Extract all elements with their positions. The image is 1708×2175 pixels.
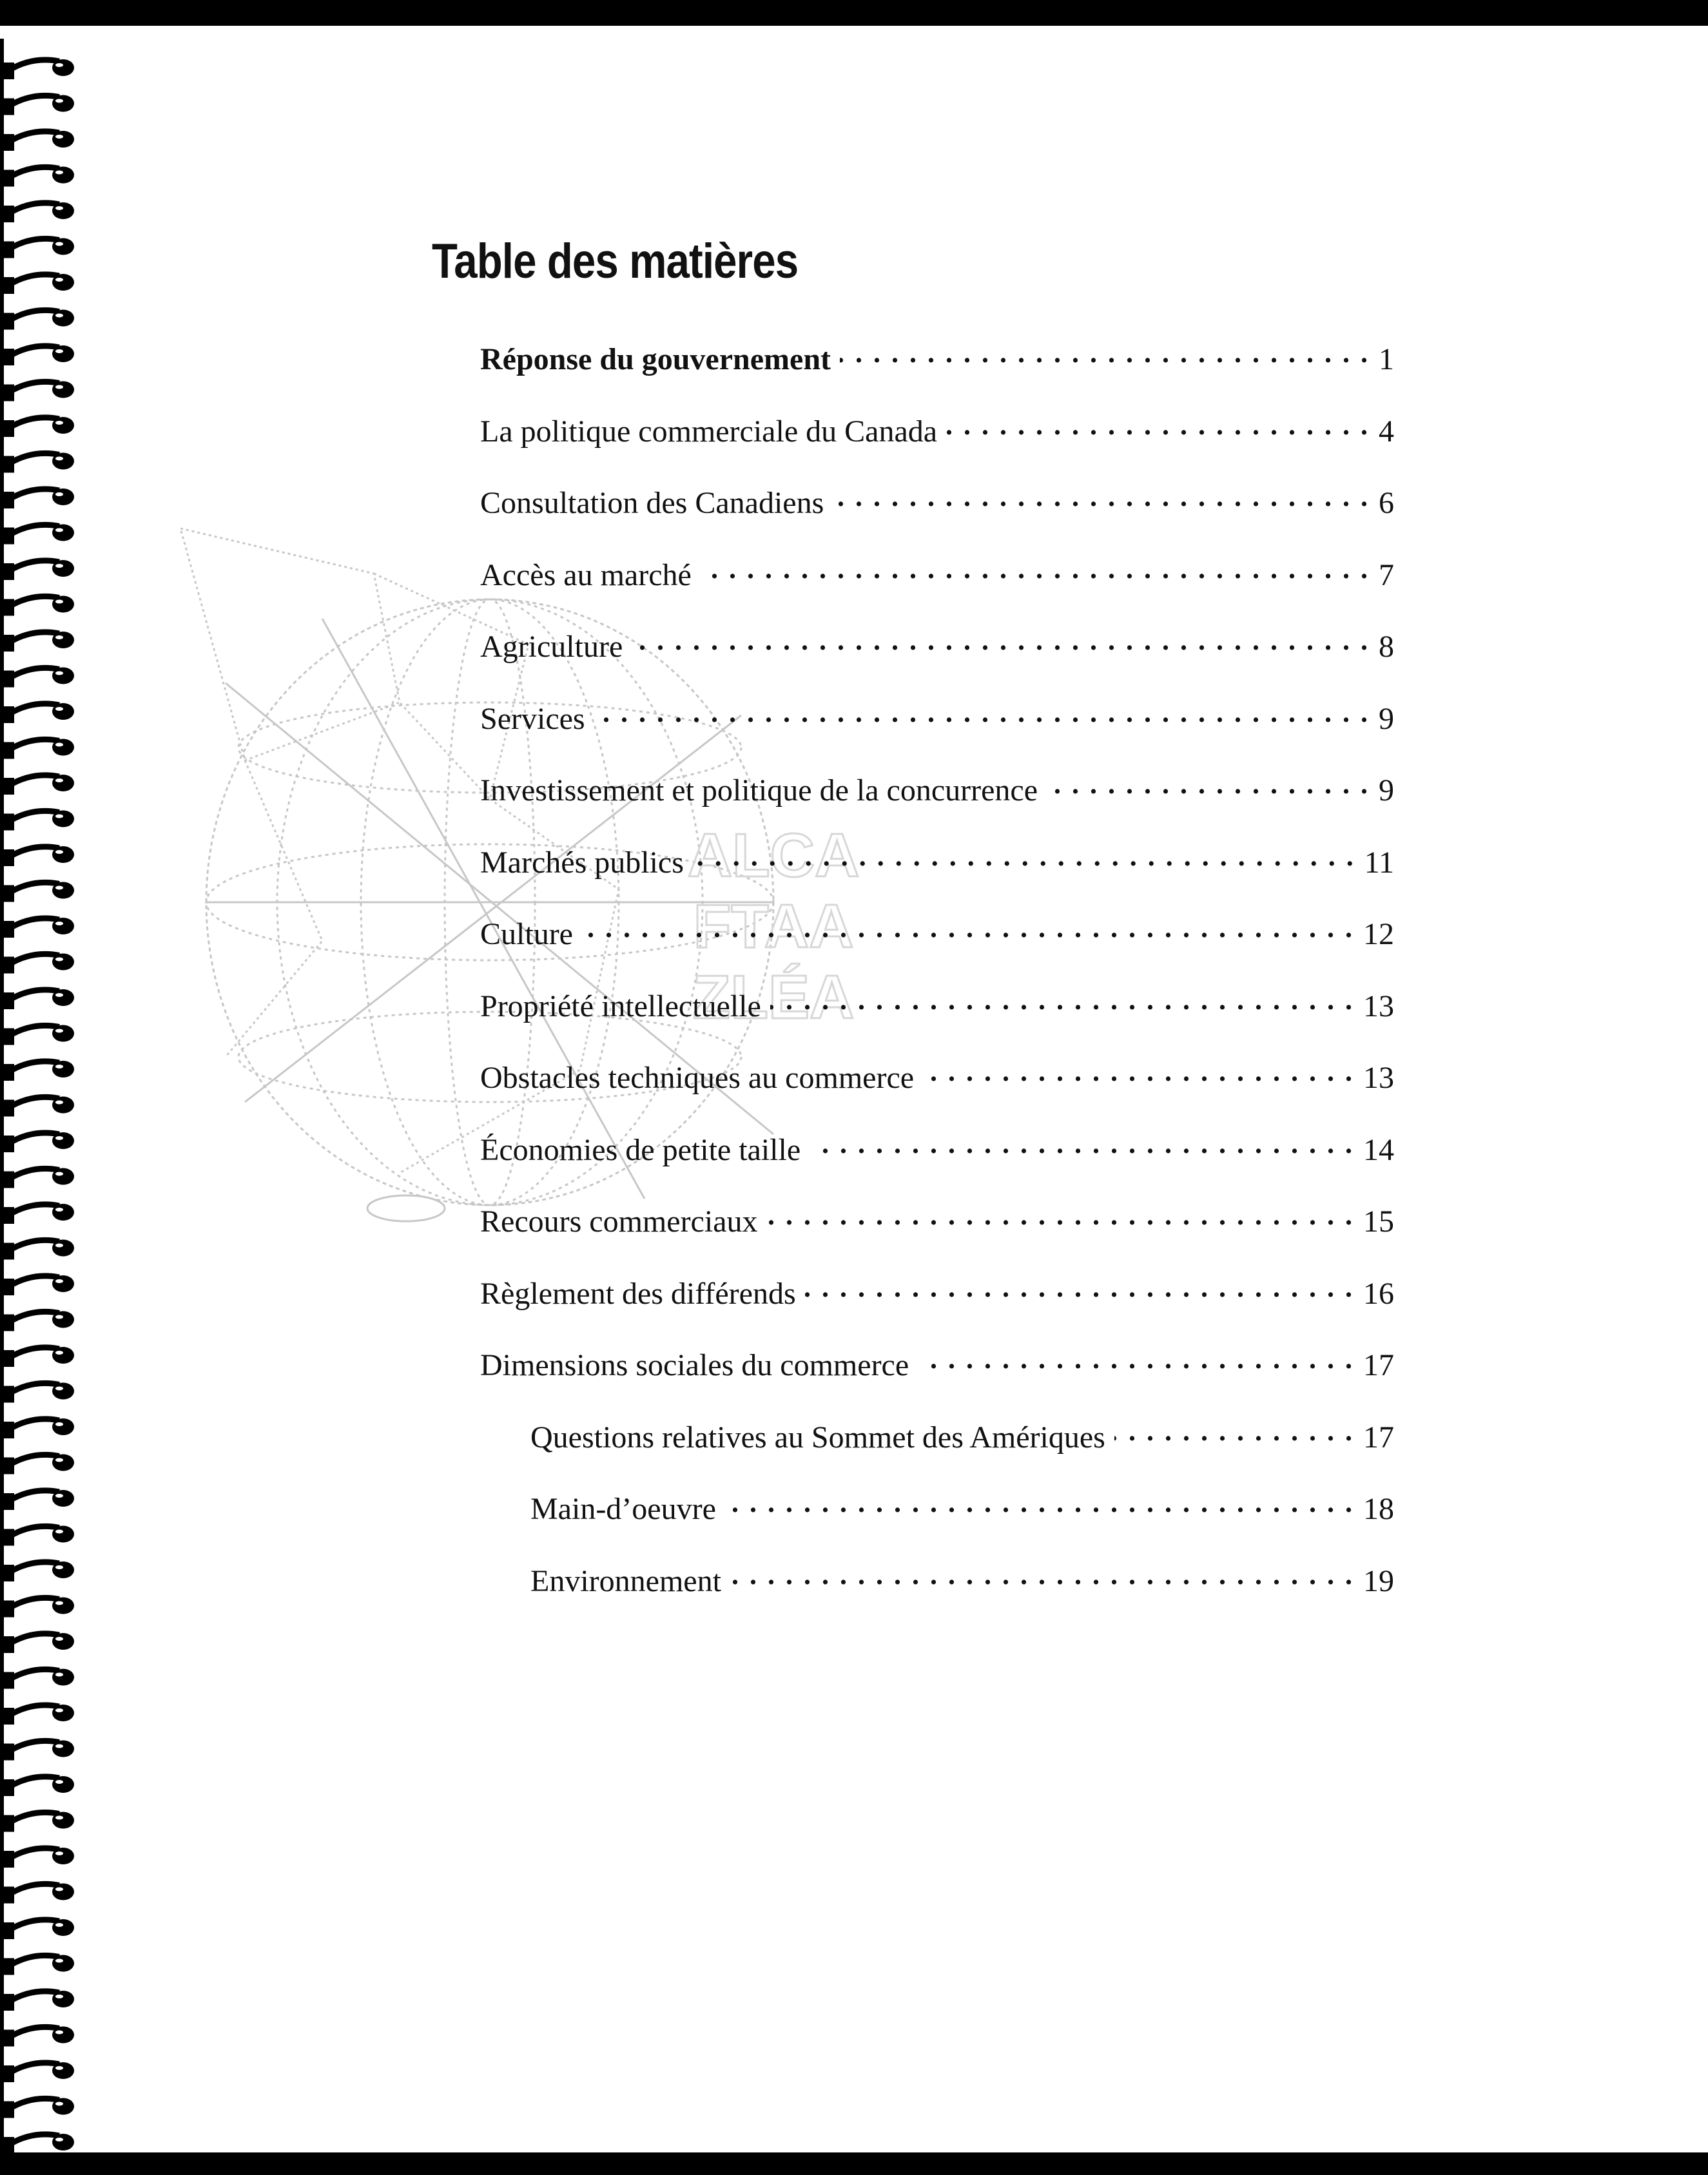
toc-dot-leader xyxy=(770,991,1354,1016)
binding-coil xyxy=(3,1311,74,1331)
toc-entry xyxy=(480,1060,1394,1105)
toc-entry-label: Propriété intellectuelle xyxy=(480,989,761,1023)
toc-entry-page-number: 8 xyxy=(1379,630,1394,664)
binding-coil xyxy=(3,95,74,115)
binding-coil xyxy=(3,954,74,974)
toc-entry xyxy=(480,916,1394,962)
binding-coil xyxy=(3,2134,74,2152)
binding-coil xyxy=(3,417,74,437)
binding-coil xyxy=(3,1097,74,1117)
binding-coil xyxy=(3,989,74,1009)
binding-coil xyxy=(3,1526,74,1546)
toc-entry-label: La politique commerciale du Canada xyxy=(480,414,938,449)
toc-entry-label: Services xyxy=(480,701,585,736)
toc-entry-page-number: 19 xyxy=(1363,1563,1394,1598)
toc-entry-page-number: 14 xyxy=(1363,1132,1394,1167)
binding-coil xyxy=(3,1776,74,1796)
toc-entry-page-number: 6 xyxy=(1379,486,1394,520)
toc-entry xyxy=(480,845,1394,890)
binding-coil xyxy=(3,846,74,866)
toc-dot-leader xyxy=(1047,775,1370,800)
binding-coil xyxy=(3,274,74,294)
toc-dot-leader xyxy=(693,847,1355,873)
toc-entry xyxy=(480,557,1394,603)
binding-coil xyxy=(3,632,74,652)
binding-coil xyxy=(3,1275,74,1295)
binding-coil xyxy=(3,453,74,473)
watermark-text-zlea: ZLÉA xyxy=(692,963,855,1032)
toc-dot-leader xyxy=(918,1349,1354,1375)
binding-coil xyxy=(3,1132,74,1152)
binding-coil xyxy=(3,1061,74,1081)
binding-coil xyxy=(3,1383,74,1403)
toc-entry xyxy=(530,1491,1394,1536)
document-page xyxy=(0,26,1708,2152)
spiral-binding xyxy=(0,26,81,2152)
binding-coil xyxy=(3,560,74,580)
binding-coil xyxy=(3,345,74,365)
binding-coil xyxy=(3,1955,74,1975)
toc-dot-leader xyxy=(810,1134,1354,1160)
binding-coil xyxy=(3,167,74,187)
toc-entry xyxy=(530,1563,1394,1609)
binding-coil xyxy=(3,1168,74,1188)
binding-coil xyxy=(3,1741,74,1761)
binding-coil xyxy=(3,1561,74,1581)
toc-entry-label: Réponse du gouvernement xyxy=(480,342,831,376)
binding-coil xyxy=(3,703,74,723)
binding-coil xyxy=(3,596,74,616)
toc-entry-page-number: 1 xyxy=(1379,342,1394,376)
toc-dot-leader xyxy=(701,559,1370,585)
toc-entry xyxy=(480,1348,1394,1393)
toc-entry-label: Économies de petite taille xyxy=(480,1132,801,1167)
binding-coil xyxy=(3,1705,74,1725)
toc-entry xyxy=(480,485,1394,530)
toc-entry-label: Recours commerciaux xyxy=(480,1204,758,1239)
toc-dot-leader xyxy=(594,703,1370,729)
toc-dot-leader xyxy=(805,1278,1354,1304)
toc-entry-label: Accès au marché xyxy=(480,557,692,592)
binding-coil xyxy=(3,131,74,151)
toc-entry xyxy=(480,1204,1394,1249)
binding-coil xyxy=(3,488,74,508)
toc-entry-label: Agriculture xyxy=(480,630,623,664)
toc-entry-page-number: 17 xyxy=(1363,1348,1394,1382)
binding-coil xyxy=(3,238,74,258)
binding-coil xyxy=(3,775,74,795)
toc-dot-leader xyxy=(632,631,1370,657)
binding-coil xyxy=(3,739,74,759)
watermark-text-ftaa: FTAA xyxy=(693,892,854,961)
toc-entry-label: Environnement xyxy=(530,1563,721,1598)
binding-coil xyxy=(3,1598,74,1618)
toc-entry xyxy=(480,414,1394,459)
toc-entry xyxy=(530,1420,1394,1465)
toc-entry xyxy=(480,1276,1394,1321)
scan-bottom-edge xyxy=(0,2152,1708,2175)
binding-coil xyxy=(3,811,74,831)
toc-entry-page-number: 18 xyxy=(1363,1492,1394,1526)
binding-coil xyxy=(3,1669,74,1689)
page-title: Table des matières xyxy=(432,234,799,289)
binding-coil xyxy=(3,1240,74,1260)
toc-entry-label: Dimensions sociales du commerce xyxy=(480,1348,909,1382)
binding-coil xyxy=(3,2027,74,2047)
toc-entry-label: Culture xyxy=(480,917,573,951)
toc-dot-leader xyxy=(840,343,1370,369)
toc-entry-page-number: 7 xyxy=(1379,557,1394,592)
toc-entry-label: Investissement et politique de la concurrence xyxy=(480,773,1038,807)
binding-coil xyxy=(3,1991,74,2011)
toc-entry-label: Questions relatives au Sommet des Amériques xyxy=(530,1420,1105,1455)
toc-entry-page-number: 17 xyxy=(1363,1420,1394,1455)
binding-coil xyxy=(3,1347,74,1367)
binding-coil xyxy=(3,1204,74,1224)
toc-entry-page-number: 12 xyxy=(1363,917,1394,951)
toc-dot-leader xyxy=(946,416,1370,441)
binding-coil xyxy=(3,202,74,222)
binding-coil xyxy=(3,1633,74,1653)
toc-dot-leader xyxy=(767,1206,1355,1232)
toc-entry xyxy=(480,701,1394,746)
toc-entry-page-number: 11 xyxy=(1364,845,1394,880)
toc-dot-leader xyxy=(725,1493,1354,1519)
binding-coil xyxy=(3,1919,74,1939)
binding-coil xyxy=(3,1455,74,1474)
binding-coil xyxy=(3,59,74,79)
toc-entry-label: Obstacles techniques au commerce xyxy=(480,1061,915,1095)
watermark-text-alca: ALCA xyxy=(687,821,860,890)
toc-entry-page-number: 16 xyxy=(1363,1276,1394,1311)
binding-coil xyxy=(3,310,74,330)
toc-entry-label: Consultation des Canadiens xyxy=(480,486,824,520)
toc-entry xyxy=(480,629,1394,674)
toc-entry-page-number: 13 xyxy=(1363,989,1394,1023)
toc-entry-page-number: 4 xyxy=(1379,414,1394,449)
binding-coil xyxy=(3,882,74,902)
binding-coil xyxy=(3,1812,74,1832)
binding-coil xyxy=(3,525,74,545)
binding-coil xyxy=(3,668,74,688)
toc-entry-label: Main-d’oeuvre xyxy=(530,1492,716,1526)
toc-entry xyxy=(480,342,1394,387)
binding-coil xyxy=(3,382,74,401)
binding-coil xyxy=(3,1025,74,1045)
spiral-binding-graphic xyxy=(0,26,81,2152)
toc-entry-page-number: 13 xyxy=(1363,1061,1394,1095)
toc-entry-page-number: 9 xyxy=(1379,701,1394,736)
binding-coil xyxy=(3,1490,74,1510)
toc-dot-leader xyxy=(730,1565,1354,1591)
toc-entry-page-number: 15 xyxy=(1363,1204,1394,1239)
toc-entry-page-number: 9 xyxy=(1379,773,1394,807)
toc-dot-leader xyxy=(582,918,1354,944)
toc-entry xyxy=(480,1132,1394,1177)
toc-entry-label: Règlement des différends xyxy=(480,1276,796,1311)
binding-coil xyxy=(3,2098,74,2118)
toc-dot-leader xyxy=(923,1062,1354,1088)
binding-coil xyxy=(3,2062,74,2082)
toc-entry-label: Marchés publics xyxy=(480,845,684,880)
toc-entry xyxy=(480,989,1394,1034)
binding-coil xyxy=(3,1884,74,1904)
binding-coil xyxy=(3,1848,74,1868)
binding-coil xyxy=(3,918,74,938)
toc-entry xyxy=(480,773,1394,818)
toc-dot-leader xyxy=(1114,1422,1354,1447)
binding-coil xyxy=(3,1418,74,1438)
toc-dot-leader xyxy=(833,487,1370,513)
